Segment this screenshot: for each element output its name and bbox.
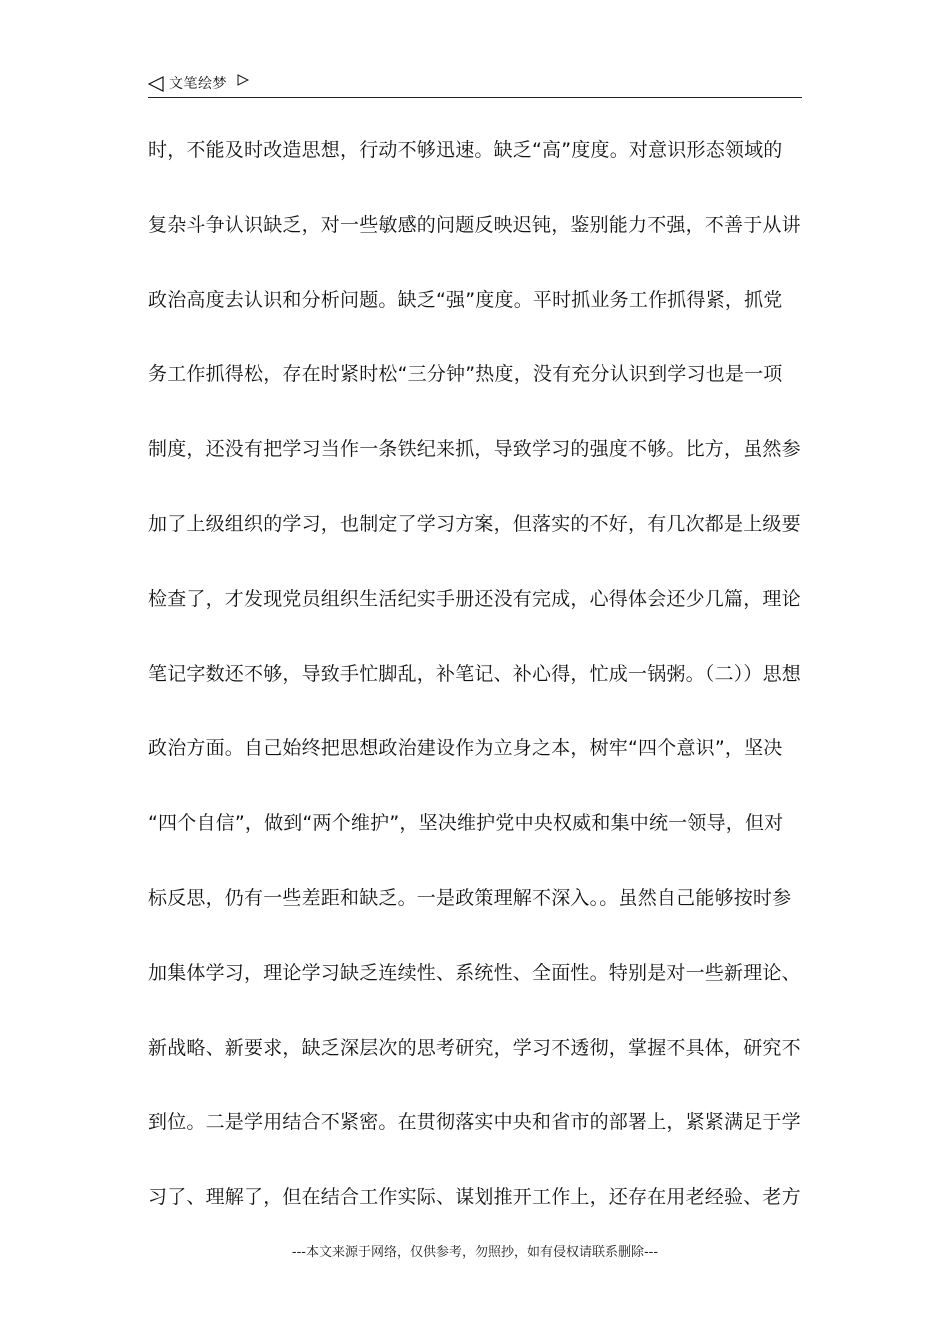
text-line: 制度，还没有把学习当作一条铁纪来抓，导致学习的强度不够。比方，虽然参 <box>148 438 801 461</box>
header-divider <box>148 97 802 98</box>
text-line: 时，不能及时改造思想，行动不够迅速。缺乏“高”度度。对意识形态领域的 <box>148 139 783 161</box>
text-line: 政治方面。自己始终把思想政治建设作为立身之本，树牢“四个意识”，坚决 <box>148 737 783 760</box>
text-line: 务工作抓得松，存在时紧时松“三分钟”热度，没有充分认识到学习也是一项 <box>148 363 783 386</box>
document-body <box>148 134 808 1256</box>
text-line: “四个自信”，做到“两个维护”，坚决维护党中央权威和集中统一领导，但对 <box>148 812 784 835</box>
text-line: 习了、理解了，但在结合工作实际、谋划推开工作上，还存在用老经验、老方 <box>148 1186 801 1209</box>
footer-notice: ---本文来源于网络，仅供参考，勿照抄，如有侵权请联系删除--- <box>291 1245 659 1260</box>
triangle-left-icon <box>148 76 164 92</box>
triangle-right-icon <box>237 74 249 86</box>
text-line: 到位。二是学用结合不紧密。在贯彻落实中央和省市的部署上，紧紧满足于学 <box>148 1111 801 1134</box>
text-line: 加了上级组织的学习，也制定了学习方案，但落实的不好，有几次都是上级要 <box>148 512 801 535</box>
text-line: 复杂斗争认识缺乏，对一些敏感的问题反映迟钝，鉴别能力不强，不善于从讲 <box>148 213 801 236</box>
header-brand: 文笔绘梦 <box>169 76 227 92</box>
text-line: 加集体学习，理论学习缺乏连续性、系统性、全面性。特别是对一些新理论、 <box>148 961 801 984</box>
text-line: 新战略、新要求，缺乏深层次的思考研究，学习不透彻，掌握不具体，研究不 <box>148 1036 801 1059</box>
text-line: 笔记字数还不够，导致手忙脚乱，补笔记、补心得，忙成一锅粥。（二））思想 <box>148 662 802 685</box>
text-line: 政治高度去认识和分析问题。缺乏“强”度度。平时抓业务工作抓得紧，抓党 <box>148 288 783 311</box>
page-header <box>148 72 802 98</box>
text-line: 标反思，仍有一些差距和缺乏。一是政策理解不深入。。虽然自己能够按时参 <box>148 886 792 909</box>
text-line: 检查了，才发现党员组织生活纪实手册还没有完成，心得体会还少几篇，理论 <box>148 587 801 610</box>
